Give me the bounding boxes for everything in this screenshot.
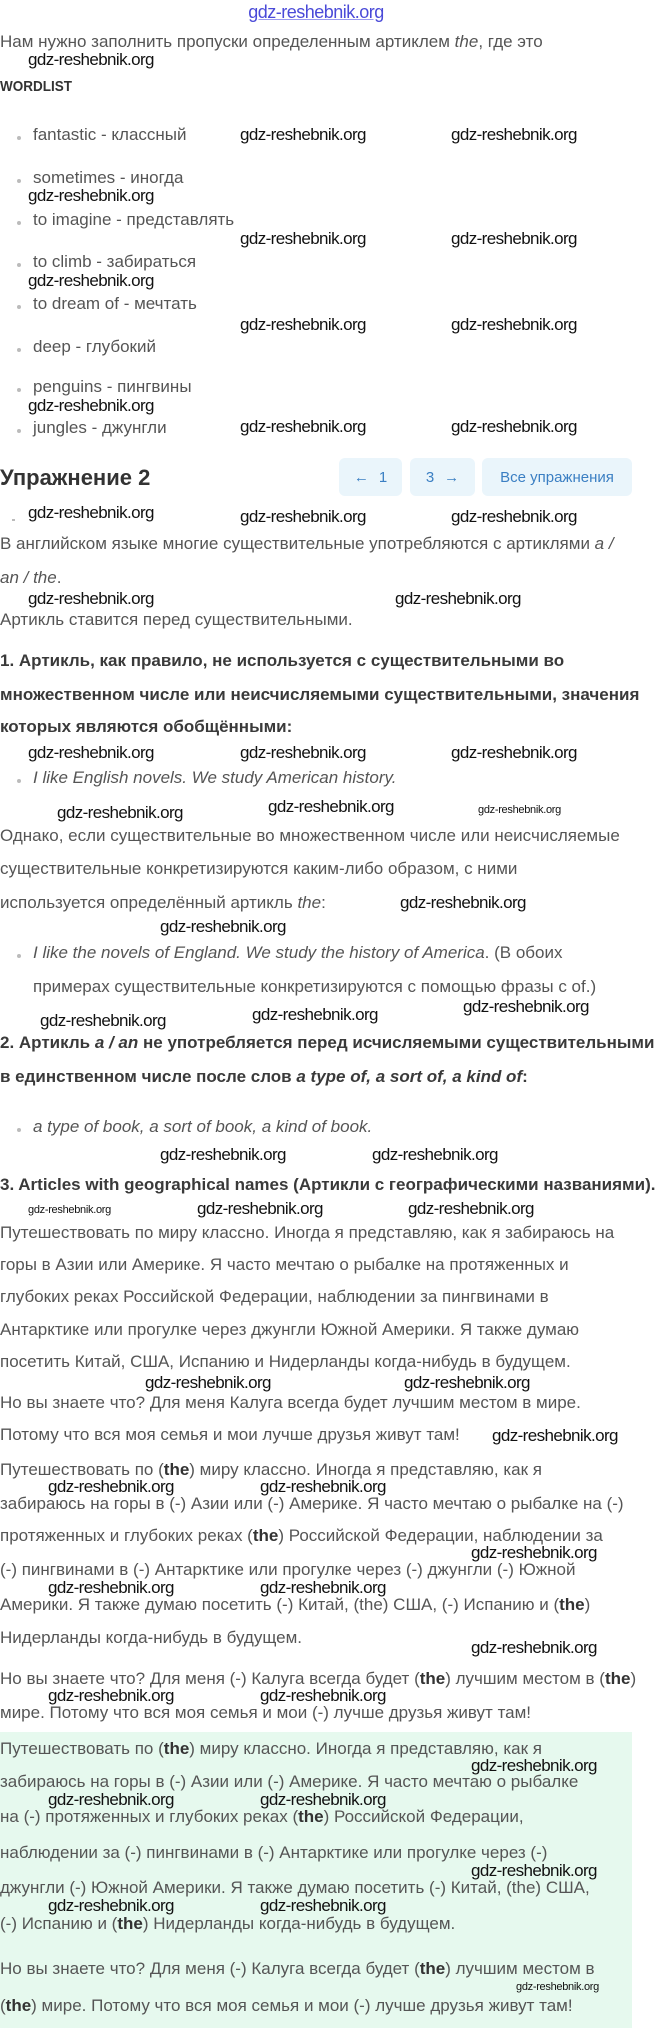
watermark: gdz-reshebnik.org (145, 1373, 271, 1392)
watermark: gdz-reshebnik.org (471, 1756, 597, 1775)
bold-segment: the (559, 1595, 585, 1614)
text-segment: в единственном числе после слов (0, 1067, 297, 1086)
watermark: gdz-reshebnik.org (28, 743, 154, 762)
bullet-icon (17, 954, 21, 958)
bullet-icon (17, 305, 21, 309)
task-line (0, 1425, 460, 1445)
watermark: gdz-reshebnik.org (48, 1477, 174, 1496)
text-segment: Потому что вся моя семья и мои лучше друзья живут там! (0, 1425, 460, 1444)
watermark: gdz-reshebnik.org (28, 589, 154, 608)
answer-box-line (0, 1843, 547, 1863)
text-segment: 2. Артикль (0, 1033, 95, 1052)
watermark: gdz-reshebnik.org (28, 396, 154, 415)
prev-exercise-button[interactable] (339, 458, 402, 496)
bullet-icon (17, 429, 21, 433)
theory-paragraph (0, 826, 620, 846)
text-segment: : (522, 1067, 528, 1086)
watermark: gdz-reshebnik.org (160, 917, 286, 936)
text-segment: забираюсь на горы в (-) Азии или (-) Америке. Я часто мечтаю о рыбалке на (-) (0, 1494, 624, 1513)
text-segment: ( (0, 1996, 6, 2015)
text-segment: В английском языке многие существительные употребляются с артиклями (0, 534, 595, 553)
watermark: gdz-reshebnik.org (260, 1896, 386, 1915)
watermark: gdz-reshebnik.org (240, 743, 366, 762)
text-segment: 1. Артикль, как правило, не используется с существительными во (0, 651, 565, 670)
bullet-icon (12, 519, 15, 521)
watermark: gdz-reshebnik.org (48, 1790, 174, 1809)
text-segment: . (56, 568, 62, 587)
text-segment: Нидерланды когда-нибудь в будущем. (0, 1628, 303, 1647)
bullet-icon (17, 779, 21, 783)
rule-heading (0, 1175, 655, 1195)
all-exercises-label: Все упражнения (500, 468, 614, 486)
text-segment: ) миру классно. Иногда я представляю, как я (189, 1460, 542, 1479)
next-exercise-button[interactable] (410, 458, 475, 496)
watermark: gdz-reshebnik.org (160, 1145, 286, 1164)
text-segment: (-) пингвинами в (-) Антарктике или прогулке через (-) джунгли (-) Южной (0, 1560, 576, 1579)
bold-segment: the (5, 1996, 32, 2015)
italic-segment: a type of book, a sort of book, a kind of book. (33, 1117, 373, 1136)
answer-box-line (0, 1996, 573, 2016)
example-item (33, 768, 396, 788)
text-segment: Однако, если существительные во множественном числе или неисчисляемые (0, 826, 620, 845)
watermark: gdz-reshebnik.org (471, 1638, 597, 1657)
text-segment: горы в Азии или Америке. Я часто мечтаю о рыбалке на протяженных и (0, 1255, 569, 1274)
text-segment: Америки. Я также думаю посетить (-) Китай, (the) США, (-) Испанию и ( (0, 1595, 560, 1614)
text-segment: наблюдении за (-) пингвинами в (-) Антарктике или прогулке через (-) (0, 1843, 548, 1862)
watermark: gdz-reshebnik.org (28, 503, 154, 522)
italic-segment: I like the novels of England. We study the history of America (33, 943, 485, 962)
wordlist-item: to climb - забираться (33, 252, 197, 271)
wordlist-item: jungles - джунгли (33, 418, 167, 437)
text-segment: , где это (478, 32, 543, 51)
task-line (0, 1393, 581, 1413)
text-segment: : (321, 893, 326, 912)
text-segment: джунгли (-) Южной Америки. Я также думаю посетить (-) Китай, (the) США, (0, 1878, 590, 1897)
watermark: gdz-reshebnik.org (48, 1578, 174, 1597)
theory-paragraph (0, 859, 517, 879)
answer-box-line (0, 1959, 595, 1979)
watermark: gdz-reshebnik.org (48, 1896, 174, 1915)
watermark: gdz-reshebnik.org (260, 1578, 386, 1597)
wordlist-item: deep - глубокий (33, 337, 156, 356)
bold-segment: the (252, 1526, 279, 1545)
text-segment: Путешествовать по миру классно. Иногда я представляю, как я забираюсь на (0, 1223, 615, 1242)
answer-line (0, 1494, 624, 1514)
watermark: gdz-reshebnik.org (28, 1204, 111, 1216)
bullet-icon (17, 263, 21, 267)
watermark: gdz-reshebnik.org (451, 315, 577, 334)
watermark: gdz-reshebnik.org (492, 1426, 618, 1445)
rule-heading (0, 651, 564, 671)
watermark: gdz-reshebnik.org (478, 804, 561, 816)
watermark: gdz-reshebnik.org (28, 50, 154, 69)
text-segment: Нам нужно заполнить пропуски определенным артиклем (0, 32, 455, 51)
watermark: gdz-reshebnik.org (451, 743, 577, 762)
watermark: gdz-reshebnik.org (240, 315, 366, 334)
italic-segment: the (454, 32, 479, 51)
prev-exercise-label: 1 (378, 468, 388, 486)
theory-paragraph (0, 893, 326, 913)
wordlist-item: to imagine - представлять (33, 210, 235, 229)
text-segment: ) лучшим местом в (445, 1959, 595, 1978)
watermark: gdz-reshebnik.org (260, 1686, 386, 1705)
answer-line (0, 1628, 302, 1648)
watermark: gdz-reshebnik.org (372, 1145, 498, 1164)
text-segment: протяженных и глубоких реках ( (0, 1526, 253, 1545)
bold-segment: the (163, 1739, 190, 1758)
text-segment: ) миру классно. Иногда я представляю, как я (189, 1739, 542, 1758)
text-segment: мире. Потому что вся моя семья и мои (-) лучше друзья живут там! (0, 1703, 532, 1722)
italic-segment: a / an (94, 1033, 139, 1052)
example-item (33, 977, 596, 997)
text-segment: 3. Articles with geographical names (Артикли с географическими названиями). (0, 1175, 655, 1194)
watermark: gdz-reshebnik.org (400, 893, 526, 912)
text-segment: существительные конкретизируются каким-либо образом, с ними (0, 859, 518, 878)
text-segment: ) мире. Потому что вся моя семья и мои (-) лучше друзья живут там! (31, 1996, 573, 2015)
bullet-icon (17, 348, 21, 352)
bold-segment: the (419, 1669, 446, 1688)
watermark: gdz-reshebnik.org (240, 125, 366, 144)
intro-text (0, 32, 543, 52)
italic-segment: a / (594, 534, 614, 553)
text-segment: которых являются обобщёнными: (0, 717, 293, 736)
text-segment: . (В обоих (484, 943, 563, 962)
answer-box-line (0, 1772, 578, 1792)
answer-box-line (0, 1914, 455, 1934)
answer-line (0, 1703, 531, 1723)
bullet-icon (17, 1128, 21, 1132)
exercise-title: Упражнение 2 (0, 465, 151, 490)
text-segment: Путешествовать по ( (0, 1739, 164, 1758)
text-segment: Но вы знаете что? Для меня (-) Калуга всегда будет ( (0, 1959, 420, 1978)
watermark: gdz-reshebnik.org (516, 1981, 599, 1993)
task-line (0, 1255, 569, 1275)
rule-heading (0, 1067, 528, 1087)
text-segment: ) Нидерланды когда-нибудь в будущем. (142, 1914, 456, 1933)
watermark: gdz-reshebnik.org (252, 1005, 378, 1024)
text-segment: (-) Испанию и ( (0, 1914, 118, 1933)
task-line (0, 1352, 571, 1372)
watermark: gdz-reshebnik.org (471, 1543, 597, 1562)
next-exercise-label: 3 (425, 468, 435, 486)
watermark: gdz-reshebnik.org (451, 125, 577, 144)
bold-segment: the (298, 1807, 324, 1826)
watermark: gdz-reshebnik.org (240, 229, 366, 248)
watermark: gdz-reshebnik.org (451, 229, 577, 248)
text-segment: ) (584, 1595, 591, 1614)
text-segment: множественном числе или неисчисляемыми существительными, значения (0, 685, 640, 704)
answer-box-line (0, 1878, 590, 1898)
wordlist-item: sometimes - иногда (33, 168, 184, 187)
theory-paragraph (0, 568, 61, 588)
watermark: gdz-reshebnik.org (240, 417, 366, 436)
text-segment: Антарктике или прогулке через джунгли Южной Америки. Я также думаю (0, 1320, 580, 1339)
text-segment: не употребляется перед исчисляемыми существительными (138, 1033, 655, 1052)
arrow-left-icon: ← (353, 468, 369, 486)
text-segment: Путешествовать по ( (0, 1460, 164, 1479)
wordlist-heading: WORDLIST (0, 78, 72, 95)
bold-segment: the (419, 1959, 446, 1978)
text-segment: на (-) протяженных и глубоких реках ( (0, 1807, 299, 1826)
watermark: gdz-reshebnik.org (28, 271, 154, 290)
text-segment: ) Российской Федерации, (323, 1807, 524, 1826)
text-segment: используется определённый артикль (0, 893, 298, 912)
italic-segment: the (297, 893, 322, 912)
watermark: gdz-reshebnik.org (260, 1477, 386, 1496)
answer-box-line (0, 1739, 542, 1759)
italic-segment: I like English novels. We study American history. (33, 768, 397, 787)
text-segment: Но вы знаете что? Для меня Калуга всегда будет лучшим местом в мире. (0, 1393, 581, 1412)
watermark: gdz-reshebnik.org (260, 1790, 386, 1809)
bullet-icon (17, 179, 21, 183)
watermark: gdz-reshebnik.org (40, 1011, 166, 1030)
watermark: gdz-reshebnik.org (48, 1686, 174, 1705)
bold-segment: the (604, 1669, 631, 1688)
task-line (0, 1287, 549, 1307)
text-segment: ) лучшим местом в ( (445, 1669, 605, 1688)
bullet-icon (17, 388, 21, 392)
watermark: gdz-reshebnik.org (451, 507, 577, 526)
wordlist-item: penguins - пингвины (33, 377, 192, 396)
watermark: gdz-reshebnik.org (57, 803, 183, 822)
rule-heading (0, 1033, 654, 1053)
text-segment: Но вы знаете что? Для меня (-) Калуга всегда будет ( (0, 1669, 420, 1688)
text-segment: ) (630, 1669, 637, 1688)
watermark: gdz-reshebnik.org (28, 186, 154, 205)
rule-heading (0, 717, 292, 737)
bold-segment: the (117, 1914, 143, 1933)
bullet-icon (17, 136, 21, 140)
watermark: gdz-reshebnik.org (404, 1373, 530, 1392)
task-line (0, 1223, 614, 1243)
watermark: gdz-reshebnik.org (268, 797, 394, 816)
text-segment: Артикль ставится перед существительными. (0, 610, 353, 629)
wordlist-item: to dream of - мечтать (33, 294, 197, 313)
watermark: gdz-reshebnik.org (471, 1861, 597, 1880)
watermark: gdz-reshebnik.org (451, 417, 577, 436)
watermark: gdz-reshebnik.org (463, 997, 589, 1016)
task-line (0, 1320, 579, 1340)
all-exercises-button[interactable] (482, 458, 632, 496)
watermark: gdz-reshebnik.org (240, 507, 366, 526)
text-segment: примерах существительные конкретизируются с помощью фразы с of.) (33, 977, 597, 996)
answer-line (0, 1560, 576, 1580)
example-item (33, 1117, 372, 1137)
text-segment: ) Российской Федерации, наблюдении за (278, 1526, 603, 1545)
theory-paragraph (0, 610, 353, 630)
bullet-icon (17, 221, 21, 225)
rule-heading (0, 685, 639, 705)
wordlist-item: fantastic - классный (33, 125, 187, 144)
italic-segment: an / the (0, 568, 57, 587)
arrow-right-icon: → (444, 468, 460, 486)
answer-line (0, 1595, 590, 1615)
text-segment: глубоких реках Российской Федерации, наблюдении за пингвинами в (0, 1287, 549, 1306)
site-watermark-link[interactable]: gdz-reshebnik.org (248, 2, 384, 22)
theory-paragraph (0, 534, 614, 554)
example-item (33, 943, 562, 963)
text-segment: посетить Китай, США, Испанию и Нидерланды когда-нибудь в будущем. (0, 1352, 571, 1371)
text-segment: забираюсь на горы в (-) Азии или (-) Америке. Я часто мечтаю о рыбалке (0, 1772, 579, 1791)
watermark: gdz-reshebnik.org (408, 1199, 534, 1218)
bold-segment: the (163, 1460, 190, 1479)
italic-segment: a type of, a sort of, a kind of (296, 1067, 523, 1086)
answer-box-line (0, 1807, 524, 1827)
watermark: gdz-reshebnik.org (197, 1199, 323, 1218)
watermark: gdz-reshebnik.org (395, 589, 521, 608)
